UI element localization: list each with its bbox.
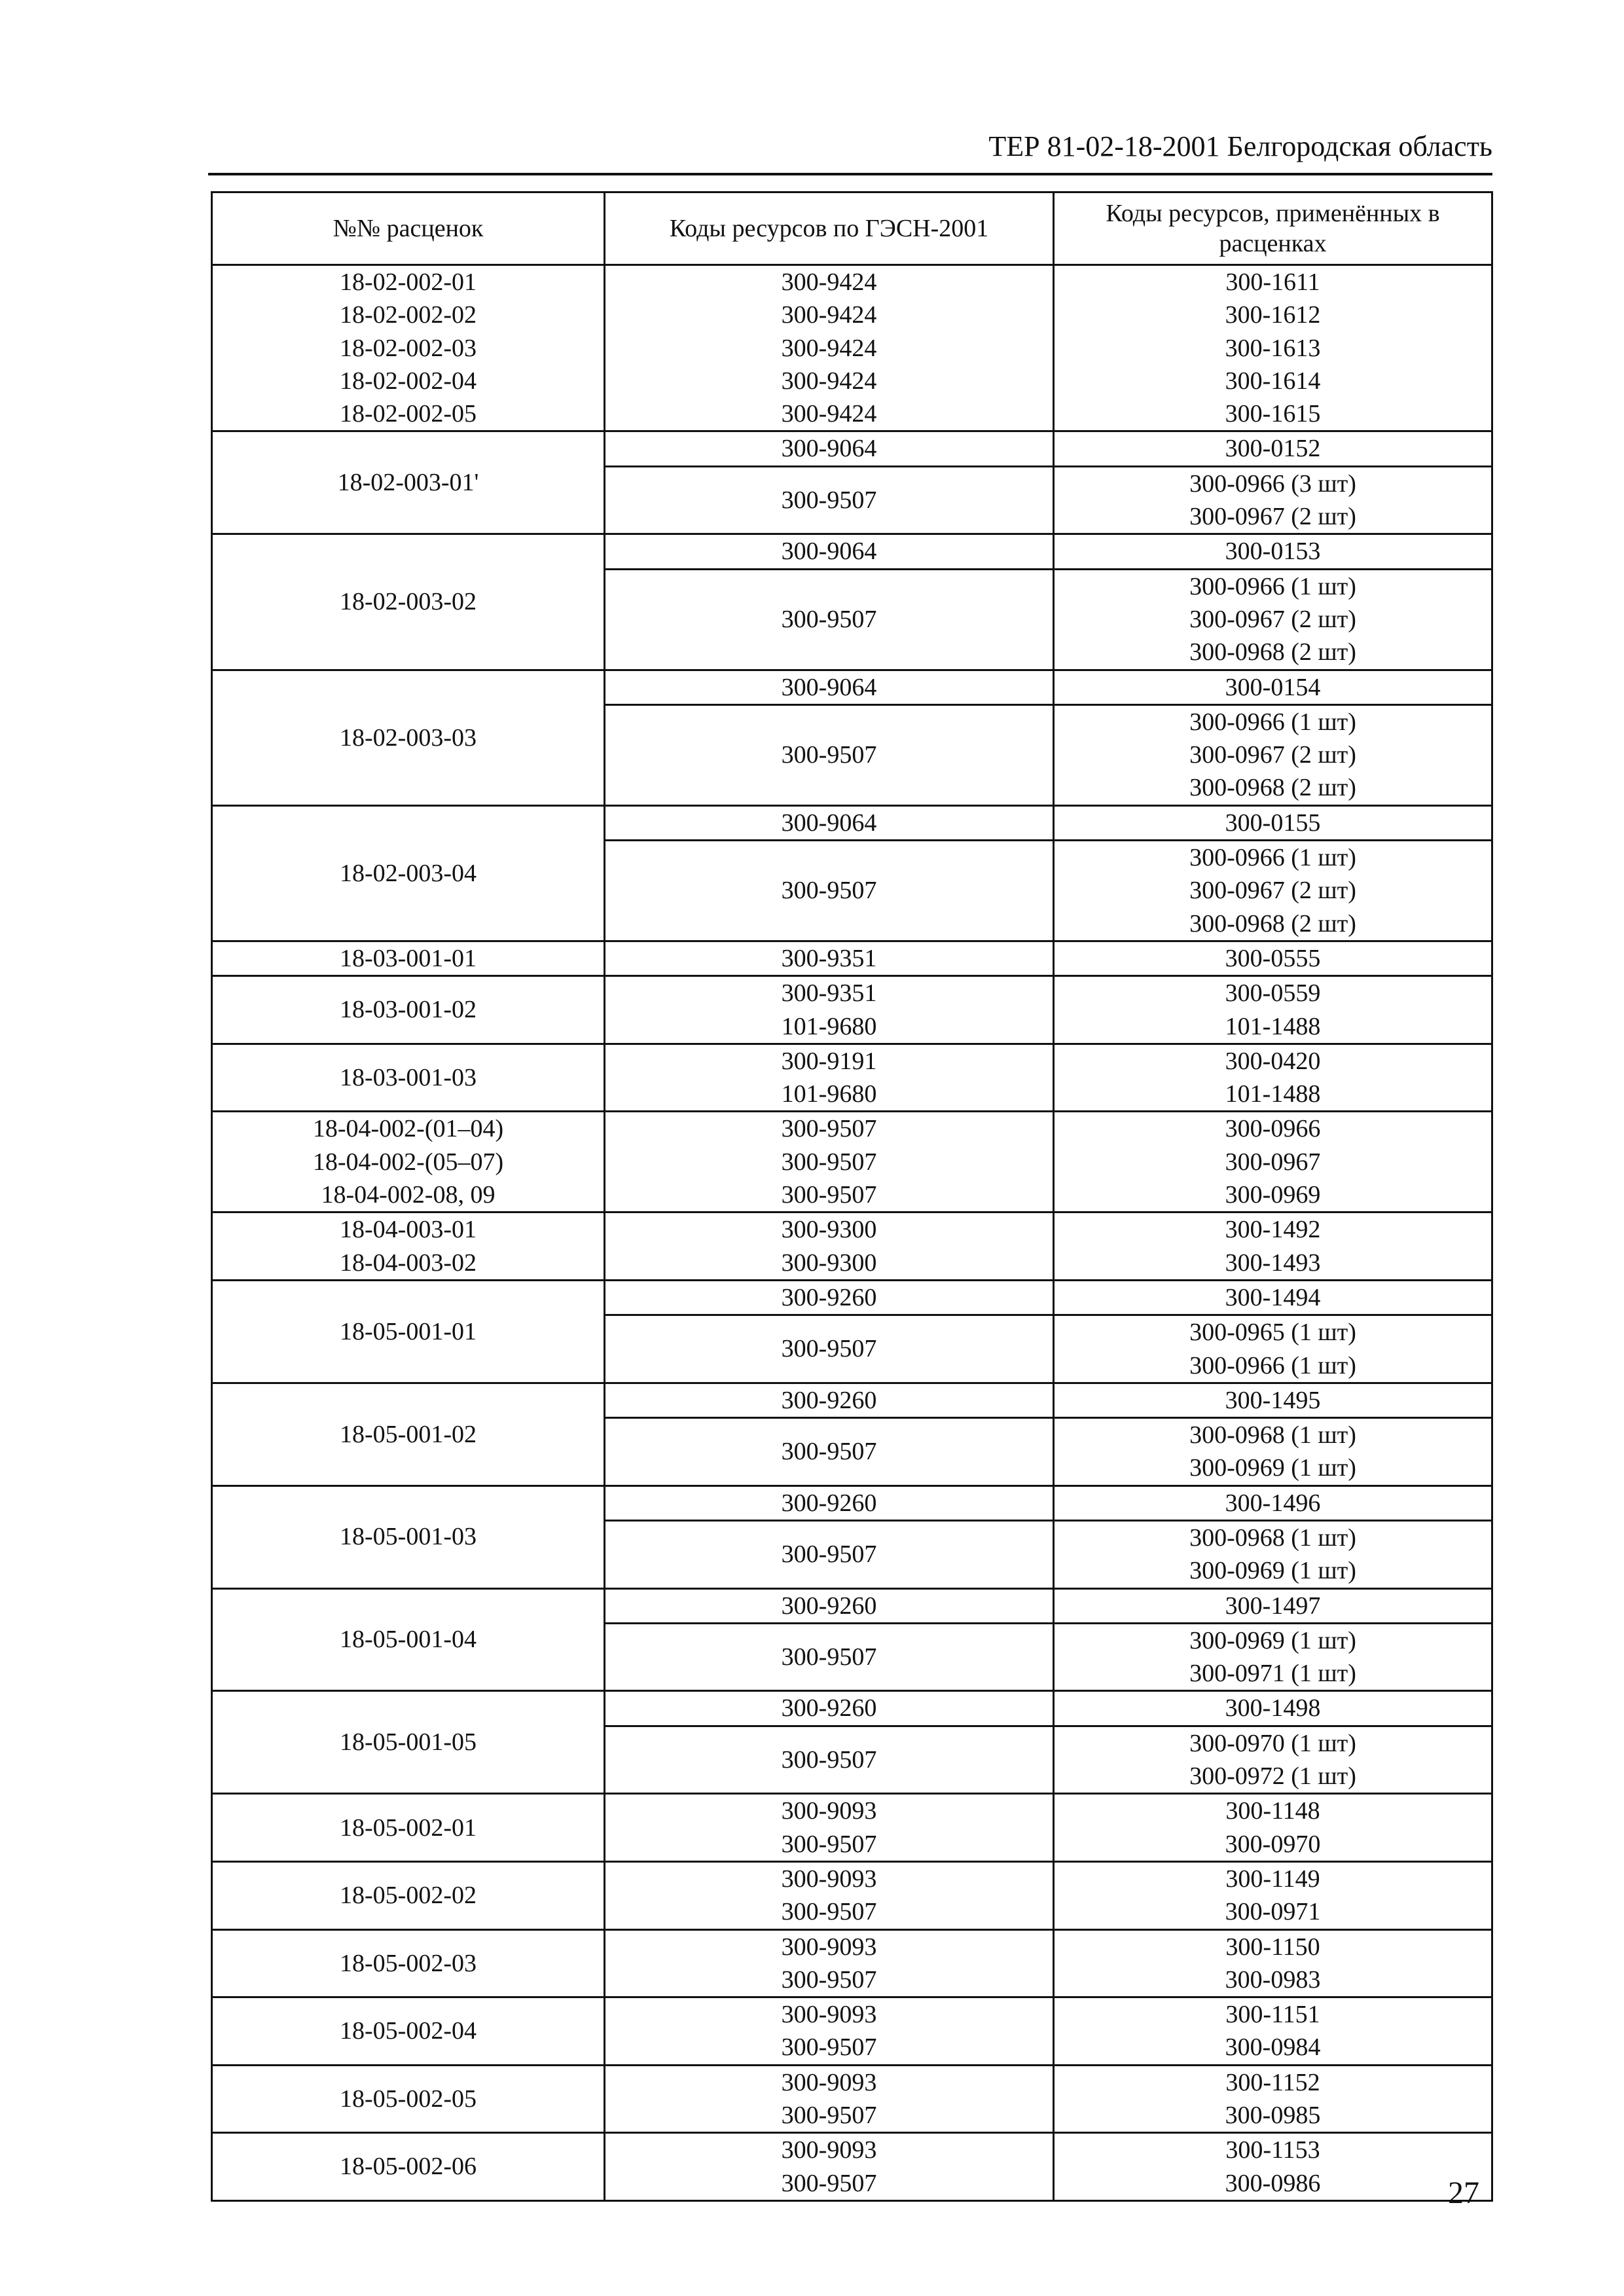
rate-code-cell [212,2133,605,2201]
applied-code: 300-1615 [1225,400,1321,428]
gesn-code: 300-9093 [781,2068,877,2096]
rate-code-cell [212,1794,605,1862]
gesn-code: 300-9507 [781,2169,877,2197]
applied-code-cell [1054,1315,1492,1383]
gesn-code: 300-9093 [781,1865,877,1893]
applied-code: 300-1613 [1225,334,1321,362]
applied-code: 300-0968 (1 шт) [1189,1523,1356,1552]
rate-code: 18-02-002-05 [340,400,477,428]
applied-code: 300-0966 [1225,1115,1321,1143]
table-row [212,1691,1492,1726]
applied-code-cell [1054,1280,1492,1315]
gesn-code-cell [605,1929,1054,1997]
applied-code: 300-1150 [1225,1933,1320,1961]
applied-code: 300-0968 (2 шт) [1189,774,1356,802]
applied-code-cell [1054,569,1492,670]
rate-code: 18-02-002-03 [340,334,477,362]
applied-code: 300-1149 [1225,1865,1320,1893]
rate-code-cell [212,1044,605,1112]
applied-code: 300-0966 (1 шт) [1189,1351,1356,1379]
table-row [212,1212,1492,1281]
rate-code: 18-04-002-08, 09 [321,1181,496,1209]
rate-code-cell [212,1691,605,1794]
applied-code: 300-0966 (1 шт) [1189,572,1356,600]
rate-code-cell [212,1280,605,1383]
applied-code-cell [1054,1691,1492,1726]
applied-code: 300-1614 [1225,367,1321,395]
applied-code-cell [1054,1588,1492,1623]
gesn-code-cell [605,841,1054,941]
applied-code-cell [1054,976,1492,1044]
column-header-gesn-codes: Коды ресурсов по ГЭСН-2001 [605,192,1054,265]
rate-code: 18-02-002-02 [340,301,477,329]
applied-code-cell [1054,2065,1492,2133]
gesn-code: 300-9260 [781,1592,877,1620]
gesn-code: 300-9424 [781,301,877,329]
rate-code: 18-03-001-02 [340,996,477,1024]
applied-code: 300-0967 (2 шт) [1189,741,1356,769]
rate-code: 18-05-002-06 [340,2153,477,2181]
applied-code-cell [1054,1485,1492,1520]
table-row [212,1794,1492,1862]
applied-code: 300-0972 (1 шт) [1189,1762,1356,1791]
gesn-code: 300-9424 [781,367,877,395]
applied-code: 300-0420 [1225,1047,1321,1075]
applied-code-cell [1054,1044,1492,1112]
gesn-code: 300-9507 [781,1438,877,1466]
gesn-code: 300-9507 [781,1830,877,1858]
page-header-title: ТЕР 81-02-18-2001 Белгородская область [988,130,1492,162]
table-row [212,1997,1492,2066]
rate-code-cell [212,1112,605,1212]
gesn-code-cell [605,976,1054,1044]
table-row [212,941,1492,975]
table-row [212,534,1492,569]
applied-code: 300-1497 [1225,1592,1321,1620]
gesn-code: 300-9507 [781,877,877,905]
gesn-code: 300-9064 [781,435,877,463]
applied-code: 300-0970 [1225,1830,1321,1858]
applied-code-cell [1054,466,1492,534]
gesn-code-cell [605,1280,1054,1315]
applied-code: 300-0966 (1 шт) [1189,708,1356,736]
rate-code-cell [212,1861,605,1929]
applied-code-cell [1054,534,1492,569]
rate-code: 18-02-002-04 [340,367,477,395]
applied-code: 300-1152 [1225,2068,1320,2096]
gesn-code-cell [605,1418,1054,1486]
gesn-code: 300-9507 [781,1335,877,1363]
gesn-code-cell [605,1794,1054,1862]
gesn-code-cell [605,805,1054,840]
applied-code: 300-1496 [1225,1489,1321,1517]
gesn-code-cell [605,704,1054,805]
gesn-code-cell [605,2065,1054,2133]
applied-code: 300-0983 [1225,1965,1321,1994]
applied-code: 300-0155 [1225,809,1321,837]
applied-code-cell [1054,704,1492,805]
applied-code: 300-1493 [1225,1248,1321,1277]
gesn-code: 300-9507 [781,2033,877,2062]
applied-code-cell [1054,1929,1492,1997]
gesn-code-cell [605,1212,1054,1281]
gesn-code: 300-9093 [781,1797,877,1825]
applied-code: 300-0969 (1 шт) [1189,1557,1356,1585]
rate-code-cell [212,941,605,975]
rate-code: 18-05-002-05 [340,2085,477,2113]
table-row [212,670,1492,704]
table-body [212,265,1492,2201]
gesn-code: 300-9191 [781,1047,877,1075]
applied-code: 300-1494 [1225,1283,1321,1311]
rate-code: 18-05-001-04 [340,1626,477,1654]
applied-code: 300-0968 (1 шт) [1189,1421,1356,1449]
table-row [212,2065,1492,2133]
resource-codes-table [211,191,1493,2202]
applied-code: 300-0986 [1225,2169,1321,2197]
gesn-code: 300-9507 [781,486,877,514]
rate-code-cell [212,670,605,805]
gesn-code-cell [605,1112,1054,1212]
rate-code: 18-05-001-02 [340,1420,477,1448]
applied-code-cell [1054,1726,1492,1794]
table-header-row [212,192,1492,265]
gesn-code: 300-9424 [781,400,877,428]
applied-code: 300-0971 (1 шт) [1189,1660,1356,1688]
gesn-code-cell [605,1997,1054,2066]
gesn-code: 300-9507 [781,1643,877,1671]
applied-code: 300-0966 (3 шт) [1189,469,1356,498]
gesn-code: 101-9680 [781,1012,877,1040]
applied-code: 300-0970 (1 шт) [1189,1729,1356,1757]
gesn-code: 300-9507 [781,1115,877,1143]
rate-code: 18-05-002-02 [340,1882,477,1910]
gesn-code: 300-9507 [781,1745,877,1774]
rate-code: 18-05-002-04 [340,2017,477,2045]
table-row [212,976,1492,1044]
applied-code: 300-0984 [1225,2033,1321,2062]
rate-code: 18-03-001-03 [340,1063,477,1091]
gesn-code: 300-9507 [781,1148,877,1176]
applied-code-cell [1054,265,1492,431]
table-row [212,2133,1492,2201]
applied-code: 300-0985 [1225,2102,1321,2130]
applied-code-cell [1054,1212,1492,1281]
table-row [212,265,1492,431]
rate-code: 18-05-001-01 [340,1317,477,1345]
applied-code-cell [1054,1861,1492,1929]
gesn-code-cell [605,941,1054,975]
gesn-code-cell [605,1691,1054,1726]
applied-code: 300-0966 (1 шт) [1189,844,1356,872]
rate-code-cell [212,1212,605,1281]
rate-code-cell [212,1485,605,1588]
applied-code: 300-1612 [1225,301,1321,329]
applied-code: 300-1148 [1225,1797,1320,1825]
applied-code-cell [1054,1623,1492,1691]
gesn-code-cell [605,1520,1054,1588]
applied-code-cell [1054,1520,1492,1588]
gesn-code: 300-9064 [781,538,877,566]
gesn-code-cell [605,569,1054,670]
rate-code: 18-02-003-04 [340,859,477,887]
gesn-code-cell [605,1623,1054,1691]
header-rule [208,173,1492,175]
gesn-code: 300-9507 [781,2102,877,2130]
applied-code: 300-0969 (1 шт) [1189,1626,1356,1654]
rate-code: 18-04-002-(01–04) [312,1115,504,1143]
gesn-code-cell [605,1588,1054,1623]
gesn-code: 101-9680 [781,1080,877,1108]
applied-code-cell [1054,941,1492,975]
table-row [212,1112,1492,1212]
applied-code: 101-1488 [1225,1080,1321,1108]
applied-code: 300-1611 [1225,268,1320,296]
gesn-code: 300-9300 [781,1216,877,1244]
gesn-code: 300-9064 [781,673,877,701]
gesn-code: 300-9260 [781,1386,877,1414]
rate-code: 18-05-002-03 [340,1949,477,1977]
gesn-code: 300-9507 [781,1898,877,1926]
applied-code-cell [1054,1383,1492,1417]
gesn-code-cell [605,670,1054,704]
gesn-code: 300-9507 [781,741,877,769]
gesn-code-cell [605,1861,1054,1929]
applied-code-cell [1054,1418,1492,1486]
gesn-code-cell [605,1726,1054,1794]
applied-code: 300-1153 [1225,2136,1320,2164]
rate-code-cell [212,1997,605,2066]
applied-code: 300-0968 (2 шт) [1189,909,1356,938]
applied-code: 300-1498 [1225,1694,1321,1722]
gesn-code: 300-9093 [781,2136,877,2164]
applied-code: 300-0969 (1 шт) [1189,1454,1356,1482]
applied-code: 300-0965 (1 шт) [1189,1319,1356,1347]
rate-code: 18-02-003-02 [340,588,477,616]
gesn-code: 300-9507 [781,605,877,633]
rate-code: 18-03-001-01 [340,944,477,972]
rate-code-cell [212,265,605,431]
rate-code-cell [212,805,605,941]
applied-code: 101-1488 [1225,1012,1321,1040]
gesn-code-cell [605,1315,1054,1383]
gesn-code: 300-9300 [781,1248,877,1277]
rate-code: 18-05-002-01 [340,1813,477,1842]
column-header-applied-codes: Коды ресурсов, применённых в расценках [1054,192,1492,265]
applied-code-cell [1054,1794,1492,1862]
applied-code-cell [1054,1997,1492,2066]
applied-code: 300-0559 [1225,979,1321,1008]
gesn-code: 300-9507 [781,1181,877,1209]
table-row [212,1588,1492,1623]
applied-code-cell [1054,1112,1492,1212]
gesn-code: 300-9093 [781,1933,877,1961]
applied-code: 300-1151 [1225,2001,1320,2029]
table-row [212,1861,1492,1929]
table-row [212,1485,1492,1520]
table-row [212,805,1492,840]
applied-code-cell [1054,431,1492,466]
rate-code-cell [212,1929,605,1997]
gesn-code: 300-9424 [781,334,877,362]
applied-code: 300-0967 (2 шт) [1189,877,1356,905]
gesn-code-cell [605,466,1054,534]
rate-code: 18-02-003-03 [340,723,477,752]
gesn-code: 300-9507 [781,1540,877,1569]
applied-code-cell [1054,805,1492,840]
applied-code-cell [1054,670,1492,704]
table-row [212,1929,1492,1997]
gesn-code-cell [605,534,1054,569]
rate-code: 18-02-002-01 [340,268,477,296]
applied-code: 300-0967 (2 шт) [1189,503,1356,531]
applied-code: 300-0154 [1225,673,1321,701]
gesn-code: 300-9260 [781,1489,877,1517]
rate-code-cell [212,976,605,1044]
rate-code: 18-02-003-01' [337,469,479,497]
rate-code: 18-04-002-(05–07) [312,1148,504,1176]
page-number: 27 [1448,2176,1479,2210]
rate-code: 18-05-001-05 [340,1728,477,1757]
gesn-code-cell [605,1485,1054,1520]
applied-code: 300-0153 [1225,538,1321,566]
rate-code: 18-04-003-01 [340,1216,477,1244]
gesn-code-cell [605,1044,1054,1112]
table-row [212,431,1492,466]
gesn-code: 300-9507 [781,1965,877,1994]
applied-code: 300-1495 [1225,1386,1321,1414]
rate-code-cell [212,2065,605,2133]
gesn-code: 300-9064 [781,809,877,837]
gesn-code: 300-9260 [781,1694,877,1722]
applied-code: 300-0555 [1225,944,1321,972]
gesn-code: 300-9351 [781,944,877,972]
applied-code: 300-0967 [1225,1148,1321,1176]
rate-code: 18-04-003-02 [340,1248,477,1277]
applied-code: 300-0969 [1225,1181,1321,1209]
gesn-code: 300-9424 [781,268,877,296]
rate-code-cell [212,534,605,670]
gesn-code-cell [605,431,1054,466]
applied-code: 300-1492 [1225,1216,1321,1244]
column-header-rates: №№ расценок [212,192,605,265]
gesn-code-cell [605,2133,1054,2201]
applied-code-cell [1054,841,1492,941]
gesn-code: 300-9260 [781,1283,877,1311]
applied-code: 300-0968 (2 шт) [1189,638,1356,666]
gesn-code-cell [605,1383,1054,1417]
applied-code: 300-0967 (2 шт) [1189,605,1356,633]
table-row [212,1280,1492,1315]
table-row [212,1044,1492,1112]
applied-code: 300-0152 [1225,435,1321,463]
gesn-code: 300-9351 [781,979,877,1008]
rate-code-cell [212,431,605,534]
rate-code-cell [212,1588,605,1691]
gesn-code-cell [605,265,1054,431]
applied-code: 300-0971 [1225,1898,1321,1926]
table-row [212,1383,1492,1417]
rate-code-cell [212,1383,605,1485]
rate-code: 18-05-001-03 [340,1523,477,1551]
gesn-code: 300-9093 [781,2001,877,2029]
